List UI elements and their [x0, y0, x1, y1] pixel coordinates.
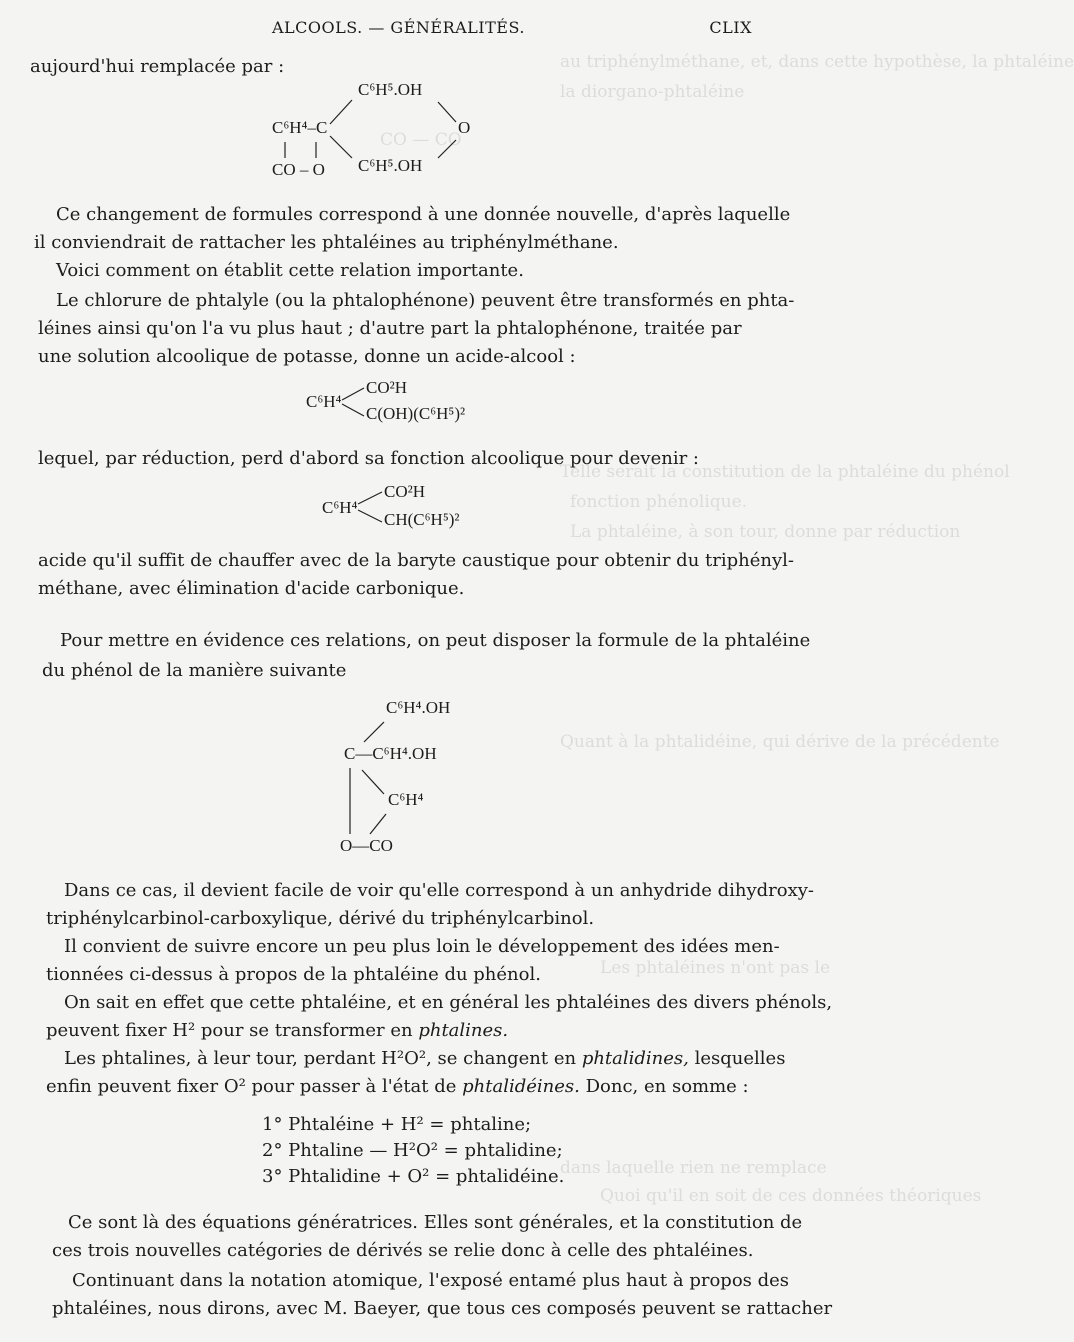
term-italic: phtalidines, — [581, 1048, 689, 1069]
text-line: ces trois nouvelles catégories de dérivés se relie donc à celle des phtaléines. — [52, 1240, 754, 1261]
term-italic: phtalines. — [418, 1020, 509, 1041]
formula-term: C⁶H⁴–C — [272, 118, 328, 137]
page-number: CLIX — [709, 18, 752, 37]
text-line: du phénol de la manière suivante — [42, 660, 347, 681]
formula-term: C—C⁶H⁴.OH — [344, 744, 437, 763]
bleed-line: CO — CO — [380, 130, 462, 150]
text-line: Ce changement de formules correspond à une donnée nouvelle, d'après laquelle — [56, 204, 791, 225]
text-line: Dans ce cas, il devient facile de voir qu'elle correspond à un anhydride dihydroxy- — [64, 880, 814, 901]
text-run: Les phtalines, à leur tour, perdant H²O², se changent en — [64, 1048, 582, 1069]
bleed-line: Les phtaléines n'ont pas le — [600, 958, 831, 978]
formula-term: CO²H — [366, 378, 407, 397]
text-line: On sait en effet que cette phtaléine, et en général les phtaléines des divers phénols, — [64, 992, 833, 1013]
text-line: Il convient de suivre encore un peu plus loin le développement des idées men- — [64, 936, 780, 957]
bleed-line: La phtaléine, à son tour, donne par réduction — [570, 522, 961, 542]
text-line — [46, 1020, 508, 1042]
formula-bonds — [0, 0, 800, 880]
bleed-line: Telle serait la constitution de la phtaléine du phénol — [560, 462, 1010, 482]
formula-term: C⁶H⁴.OH — [386, 698, 451, 717]
bleed-line: Quoi qu'il en soit de ces données théoriques — [600, 1186, 982, 1206]
formula-term: C⁶H⁴ — [306, 392, 342, 411]
formula-term: CH(C⁶H⁵)² — [384, 510, 460, 529]
text-line — [46, 1076, 749, 1098]
text-line: Ce sont là des équations génératrices. Elles sont générales, et la constitution de — [68, 1212, 803, 1233]
text-run: peuvent fixer H² pour se transformer en — [46, 1020, 419, 1041]
text-line: phtaléines, nous dirons, avec M. Baeyer, que tous ces composés peuvent se rattacher — [52, 1298, 833, 1319]
bleed-line: fonction phénolique. — [570, 492, 748, 512]
term-italic: phtalidéines. — [462, 1076, 580, 1097]
formula-term: C(OH)(C⁶H⁵)² — [366, 404, 466, 423]
formula-term: O—CO — [340, 836, 393, 855]
equation-2: 2° Phtaline — H²O² = phtalidine; — [262, 1140, 563, 1161]
running-header: ALCOOLS. — GÉNÉRALITÉS. — [272, 18, 525, 37]
formula-term: CO²H — [384, 482, 425, 501]
text-line: acide qu'il suffit de chauffer avec de la baryte caustique pour obtenir du triphényl- — [38, 550, 794, 571]
text-run: Donc, en somme : — [579, 1076, 749, 1097]
formula-term: O — [458, 118, 471, 137]
text-line: triphénylcarbinol-carboxylique, dérivé du triphénylcarbinol. — [46, 908, 595, 929]
text-run: enfin peuvent fixer O² pour passer à l'état de — [46, 1076, 463, 1097]
text-line: lequel, par réduction, perd d'abord sa fonction alcoolique pour devenir : — [38, 448, 699, 469]
text-line: Voici comment on établit cette relation importante. — [56, 260, 524, 281]
formula-term: CO – O — [272, 160, 325, 179]
text-line: il conviendrait de rattacher les phtaléines au triphénylméthane. — [34, 232, 619, 253]
formula-term: C⁶H⁴ — [388, 790, 424, 809]
equation-1: 1° Phtaléine + H² = phtaline; — [262, 1114, 532, 1135]
text-run: lesquelles — [688, 1048, 786, 1069]
text-line: léines ainsi qu'on l'a vu plus haut ; d'autre part la phtalophénone, traitée par — [38, 318, 742, 339]
bleed-line: la diorgano-phtaléine — [560, 82, 745, 102]
text-line: tionnées ci-dessus à propos de la phtaléine du phénol. — [46, 964, 541, 985]
bleed-line: Quant à la phtalidéine, qui dérive de la précédente — [560, 732, 1000, 752]
text-line: Pour mettre en évidence ces relations, on peut disposer la formule de la phtaléine — [60, 630, 811, 651]
text-line: aujourd'hui remplacée par : — [30, 56, 285, 77]
text-line: une solution alcoolique de potasse, donne un acide-alcool : — [38, 346, 576, 367]
text-line: Le chlorure de phtalyle (ou la phtalophénone) peuvent être transformés en phta- — [56, 290, 795, 311]
formula-term: C⁶H⁵.OH — [358, 156, 423, 175]
bleed-line: dans laquelle rien ne remplace — [560, 1158, 827, 1178]
text-line: Continuant dans la notation atomique, l'exposé entamé plus haut à propos des — [72, 1270, 790, 1291]
text-line — [64, 1048, 785, 1070]
formula-term: C⁶H⁴ — [322, 498, 358, 517]
bleed-line: au triphénylméthane, et, dans cette hypothèse, la phtaléine — [560, 52, 1074, 72]
equation-3: 3° Phtalidine + O² = phtalidéine. — [262, 1166, 565, 1187]
formula-term: C⁶H⁵.OH — [358, 80, 423, 99]
text-line: méthane, avec élimination d'acide carbonique. — [38, 578, 465, 599]
